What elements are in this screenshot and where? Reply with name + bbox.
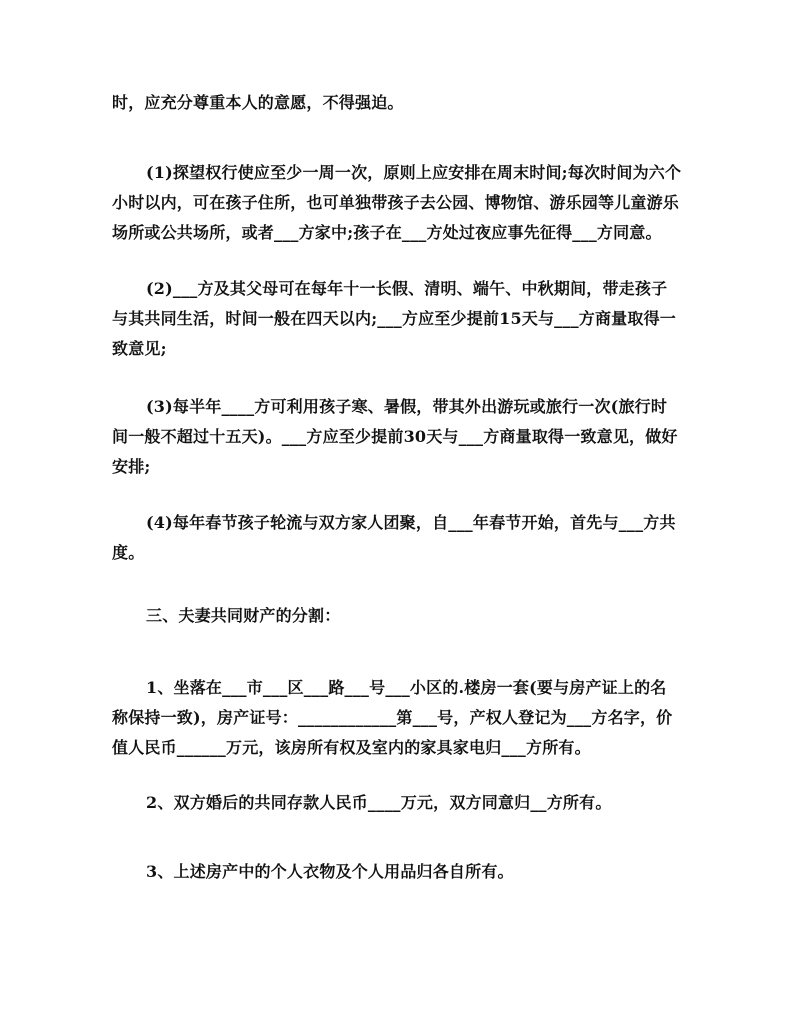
section-heading-property-division: 三、夫妻共同财产的分割： (146, 606, 341, 625)
paragraph-house-property: 1、坐落在___市___区___路___号___小区的.楼房一套(要与房产证上的名称保持一致)，房产证号：____________第___号，产权人登记为___方名字，价值人民币______万元，该房所有权及室内的家具家电归___方所有。 (112, 678, 673, 757)
paragraph-joint-savings: 2、双方婚后的共同存款人民币____万元，双方同意归__方所有。 (146, 793, 612, 812)
paragraph-visitation-frequency: (1)探望权行使应至少一周一次，原则上应安排在周末时间;每次时间为六个小时以内，可在孩子住所，也可单独带孩子去公园、博物馆、游乐园等儿童游乐场所或公共场所，或者___方家中;孩子在___方处过夜应事先征得___方同意。 (112, 163, 682, 242)
paragraph-spring-festival: (4)每年春节孩子轮流与双方家人团聚，自___年春节开始，首先与___方共度。 (112, 513, 676, 562)
paragraph-vacation-travel: (3)每半年____方可利用孩子寒、暑假，带其外出游玩或旅行一次(旅行时间一般不超过十五天)。___方应至少提前30天与___方商量取得一致意见，做好安排; (112, 397, 678, 476)
paragraph-continuation: 时，应充分尊重本人的意愿，不得强迫。 (112, 93, 404, 112)
paragraph-holiday-visitation: (2)___方及其父母可在每年十一长假、清明、端午、中秋期间，带走孩子与其共同生活，时间一般在四天以内;___方应至少提前15天与___方商量取得一致意见; (112, 279, 676, 358)
paragraph-personal-items: 3、上述房产中的个人衣物及个人用品归各自所有。 (146, 862, 514, 881)
